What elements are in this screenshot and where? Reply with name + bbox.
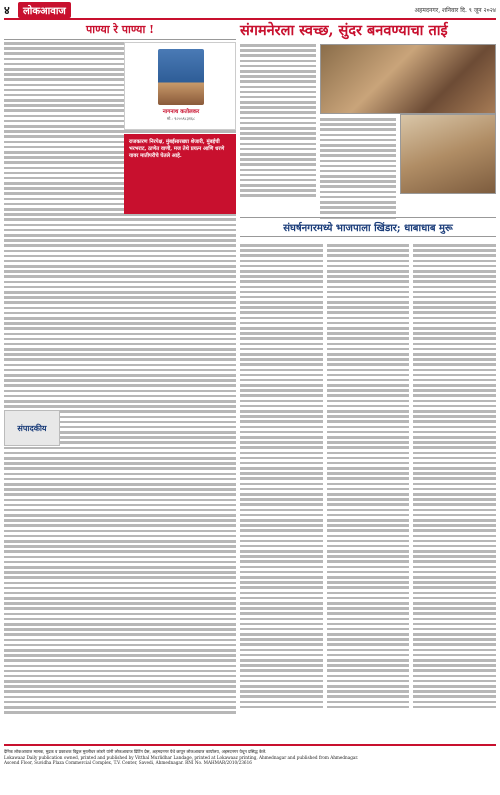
newspaper-logo: लोकआवाज (18, 2, 71, 18)
imprint-line-2: Lokawaaz Daily publication owned, printed and published by Vitthal Murlidhar Landage, printed at Lokawaaz printing, Ahmednagar and published from Ahmednagar. (4, 754, 359, 760)
imprint-line-1: दैनिक लोकआवाज मालक, मुद्रक व प्रकाशक विठ्ठल मुरलीधर लांडगे यांनी लोकआवाज प्रिंटिंग प्रेस, अहमदनगर येथे छापून लोकआवाज कार्यालय, अहमदनगर येथून प्रसिद्ध केले. (4, 749, 267, 754)
dateline: अहमदनगर, शनिवार दि. ९ जून २०२४ (414, 7, 496, 14)
imprint-footer (4, 744, 496, 792)
story-photo-2 (400, 114, 496, 194)
main-headline: संगमनेरला स्वच्छ, सुंदर बनवण्याचा ताई (240, 22, 448, 39)
author-photo-box (124, 42, 236, 130)
imprint-line-3: Ascend Floor, Suvidha Plaza Commercial Complex, T.V. Center, Savedi, Ahmednagar. RNI No. MAHMAR/2010/23616 (4, 760, 252, 766)
author-name: नागनाथ कतोलकर (162, 109, 200, 115)
editorial-quote: राजकारण निरपेक्ष, मुंबईसारख्या शेजारी, मुंबईची भरभराट, ठाणेत वाणी, मज तेथे प्रयत्न आणि धरणे यावर मातीपरीचे घेतले आहे. (124, 134, 236, 214)
section-logo: संपादकीय (4, 410, 60, 446)
page-number: ४ (4, 3, 10, 17)
main-story-area (240, 44, 496, 742)
main-story-body-2 (320, 118, 396, 219)
section-logo-box (4, 410, 64, 456)
story-photo-1 (320, 44, 496, 114)
sub-story-body (240, 244, 496, 708)
sub-headline: संघर्षनगरमध्ये भाजपाला खिंडार; धाबाधाब मुरू (240, 217, 496, 237)
masthead (4, 3, 496, 17)
editorial-headline: पाण्या रे पाण्या ! (4, 22, 236, 40)
author-phone: मो.: ९८५५९८३१६८ (166, 116, 196, 121)
editorial-column (4, 22, 236, 742)
masthead-rule (4, 18, 496, 20)
main-story-body-1 (240, 44, 316, 197)
author-photo (158, 49, 204, 105)
